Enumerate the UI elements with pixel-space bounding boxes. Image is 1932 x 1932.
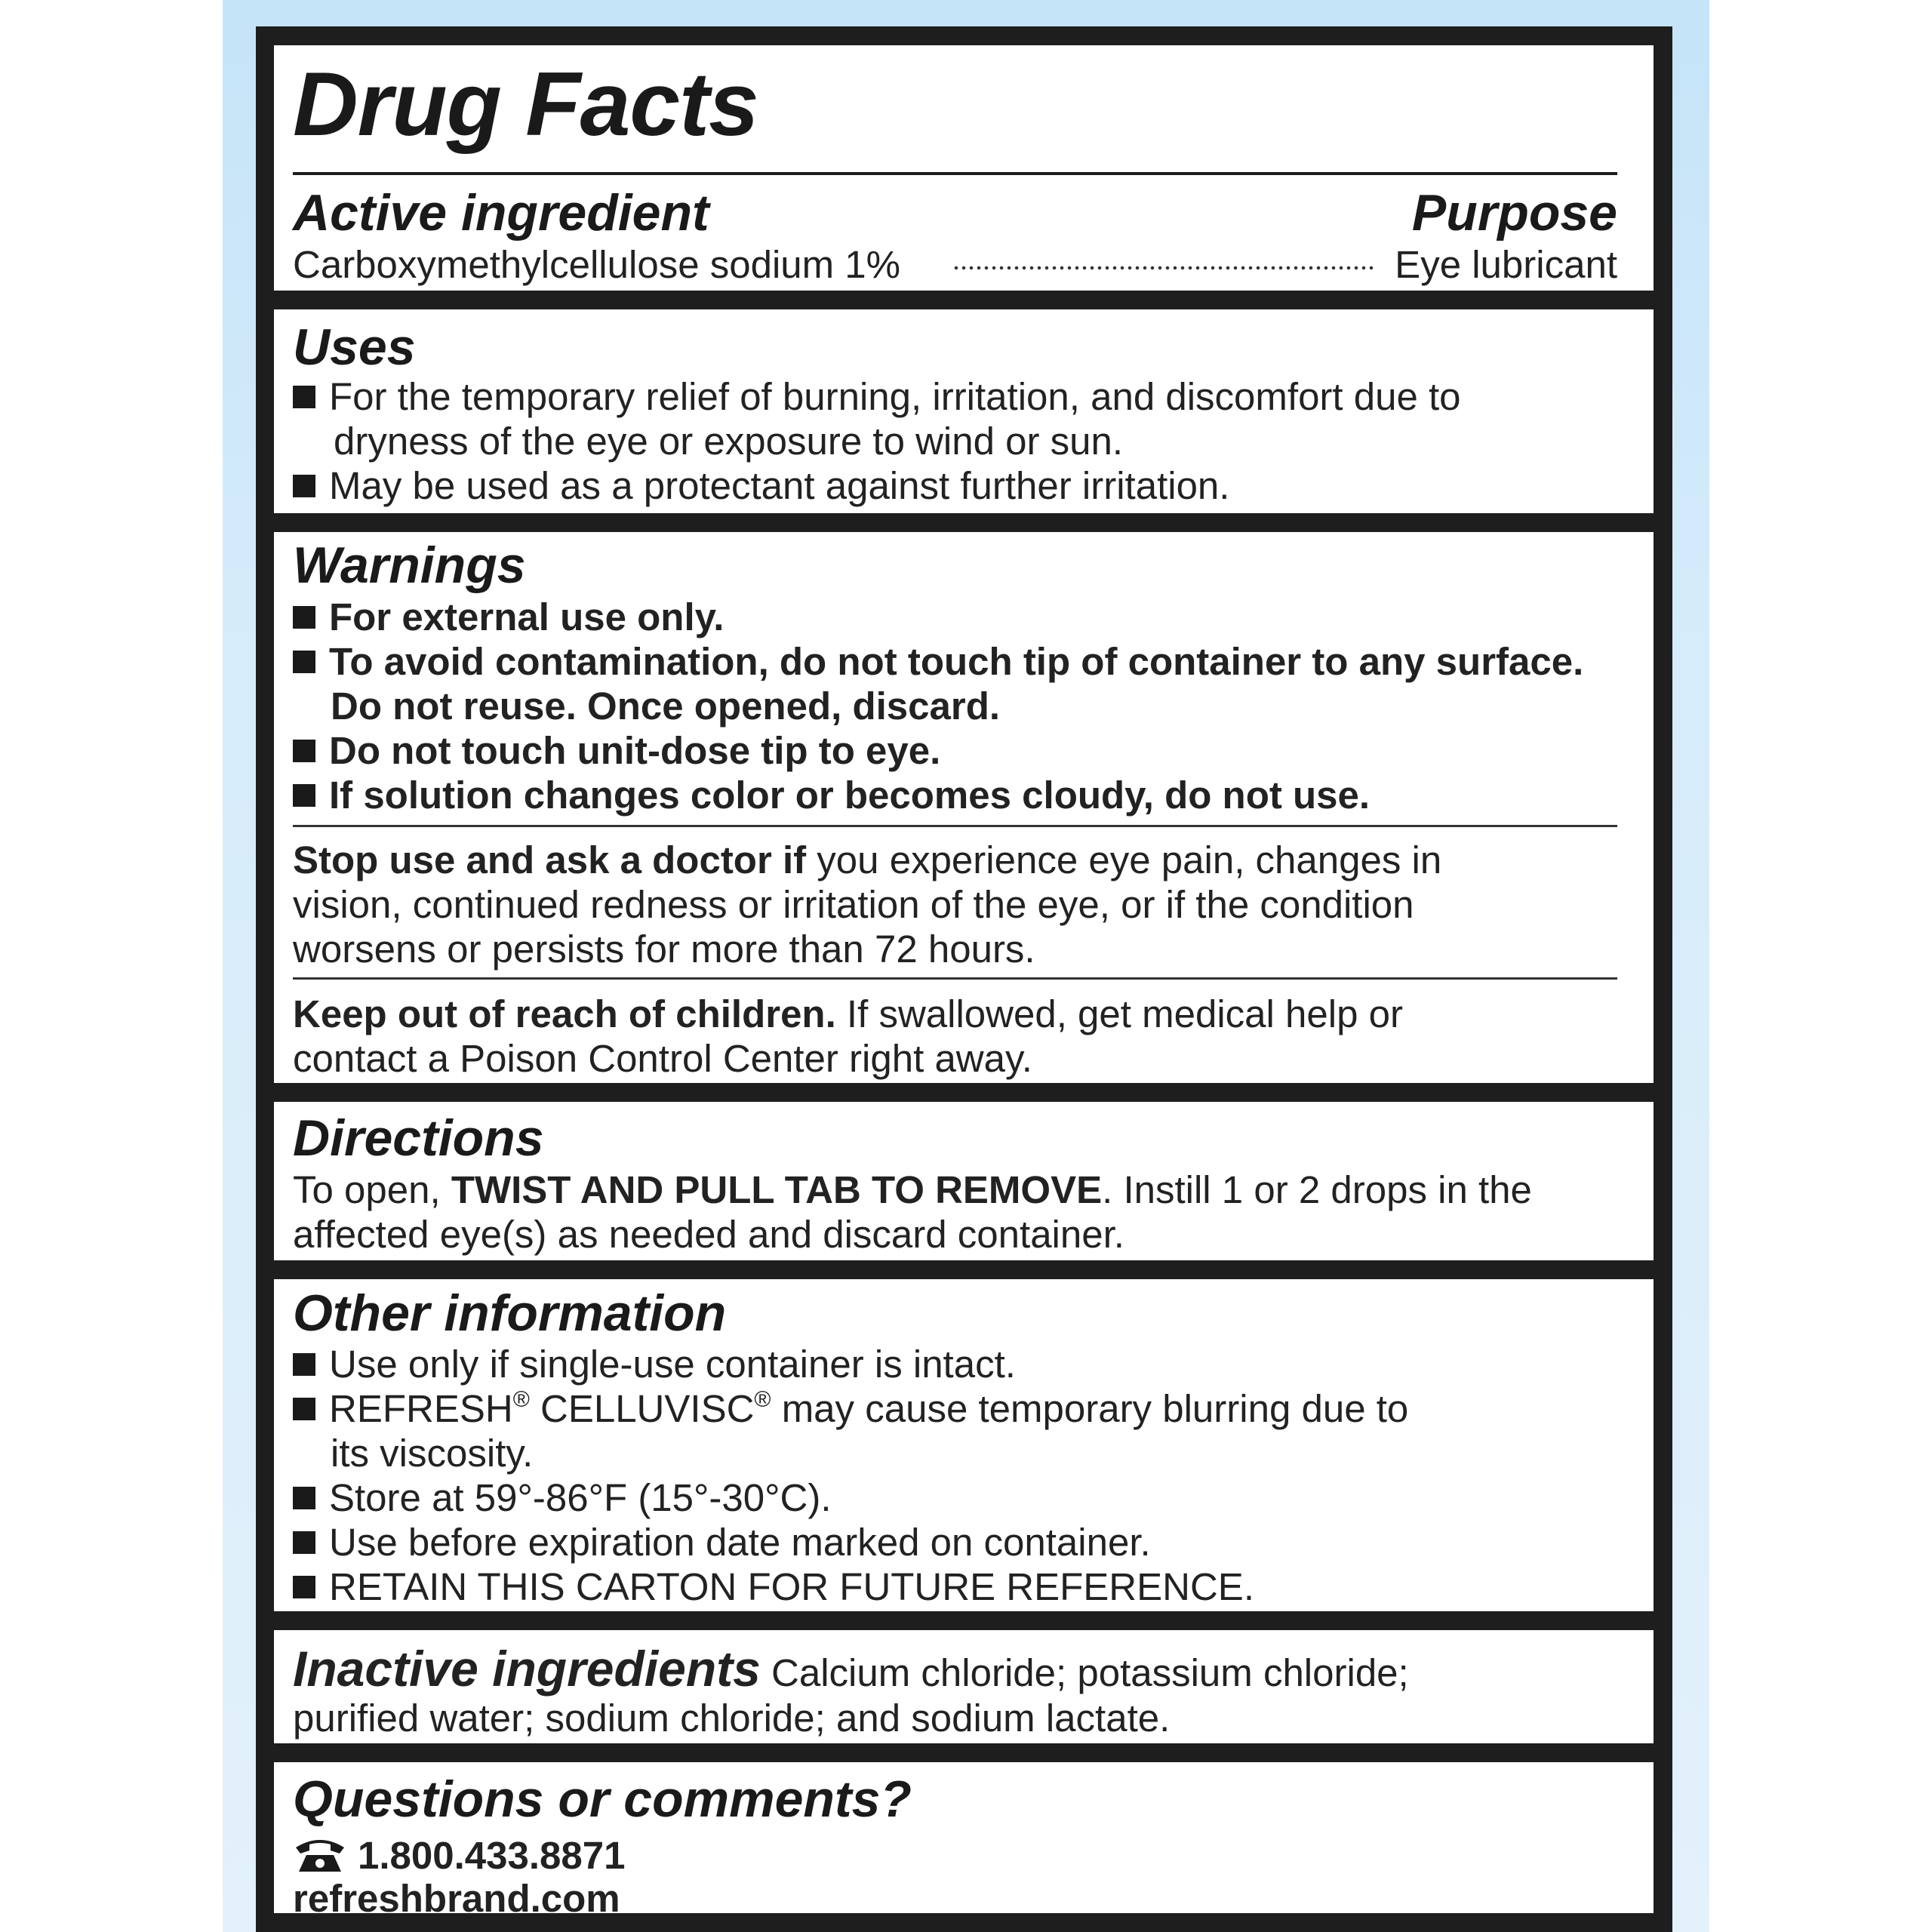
website-link[interactable]: refreshbrand.com [293, 1877, 620, 1920]
bullet-icon [293, 386, 315, 408]
brand-refresh: REFRESH [329, 1387, 513, 1430]
other-info-item [293, 1567, 1254, 1606]
bullet-icon [293, 1398, 315, 1420]
warnings-divider [293, 825, 1617, 827]
stop-use-line: vision, continued redness or irritation of the eye, or if the condition [293, 883, 1414, 926]
other-info-item [293, 1521, 1151, 1564]
bullet-icon [293, 740, 315, 762]
other-info-item-text: RETAIN THIS CARTON FOR FUTURE REFERENCE. [329, 1565, 1254, 1608]
stop-use-line: you experience eye pain, changes in [806, 838, 1442, 881]
warning-item [293, 595, 724, 638]
directions-pre: To open, [293, 1168, 451, 1211]
active-ingredient-name: Carboxymethylcellulose sodium 1% [293, 243, 901, 286]
bullet-icon [293, 1487, 315, 1509]
bullet-icon [293, 606, 315, 629]
purpose-heading: Purpose [1411, 184, 1617, 242]
inactive-ingredients-line: purified water; sodium chloride; and sodium lactate. [293, 1697, 1171, 1740]
uses-item-continued: dryness of the eye or exposure to wind or sun. [334, 420, 1124, 463]
brand-celluvisc: CELLUVISC [529, 1387, 755, 1430]
phone-number[interactable]: 1.800.433.8871 [358, 1834, 626, 1877]
warnings-divider [293, 977, 1617, 980]
warning-item-text: For external use only. [329, 595, 724, 638]
phone-line [293, 1834, 626, 1879]
inactive-ingredients-heading: Inactive ingredients [293, 1641, 761, 1697]
stop-use-lead: Stop use and ask a doctor if [293, 838, 807, 881]
keep-out-lead: Keep out of reach of children. [293, 992, 836, 1035]
other-info-item-text: may cause temporary blurring due to [771, 1387, 1409, 1430]
telephone-icon [293, 1834, 347, 1879]
directions-heading: Directions [293, 1109, 544, 1167]
uses-item [293, 377, 1461, 416]
inactive-ingredients-line: Calcium chloride; potassium chloride; [760, 1651, 1409, 1694]
directions-line: affected eye(s) as needed and discard container. [293, 1213, 1124, 1256]
bullet-icon [293, 475, 315, 497]
bullet-icon [293, 651, 315, 673]
uses-item [293, 466, 1229, 505]
other-info-item-text: Use before expiration date marked on container. [329, 1521, 1151, 1564]
registered-mark: ® [754, 1387, 771, 1412]
other-info-item [293, 1343, 1016, 1386]
active-ingredient-purpose: Eye lubricant [1395, 243, 1617, 286]
directions-emphasis: TWIST AND PULL TAB TO REMOVE [451, 1168, 1103, 1211]
directions-post: . Instill 1 or 2 drops in the [1102, 1168, 1532, 1211]
title-divider [293, 172, 1617, 175]
directions-text [293, 1168, 1532, 1211]
uses-item-text: For the temporary relief of burning, irritation, and discomfort due to [329, 375, 1461, 418]
warning-item [293, 731, 940, 770]
warning-item-continued: Do not reuse. Once opened, discard. [331, 685, 1001, 728]
bullet-icon [293, 1531, 315, 1554]
bullet-icon [293, 1576, 315, 1598]
other-info-item [293, 1478, 832, 1517]
page-title: Drug Facts [293, 54, 758, 155]
warning-item-text: Do not touch unit-dose tip to eye. [329, 729, 941, 772]
bullet-icon [293, 784, 315, 807]
questions-heading: Questions or comments? [293, 1770, 912, 1828]
bullet-icon [293, 1353, 315, 1376]
uses-item-text: May be used as a protectant against further irritation. [329, 464, 1230, 507]
registered-mark: ® [512, 1387, 530, 1412]
other-info-item [293, 1389, 1408, 1428]
inactive-ingredients [293, 1641, 1409, 1697]
warning-item [293, 642, 1583, 681]
keep-out-line: contact a Poison Control Center right away. [293, 1037, 1032, 1080]
other-info-item-text: Use only if single-use container is intact. [329, 1343, 1016, 1386]
keep-out-line: If swallowed, get medical help or [835, 992, 1403, 1035]
other-info-item-text: Store at 59°-86°F (15°-30°C). [329, 1476, 832, 1519]
other-information-heading: Other information [293, 1284, 727, 1342]
leader-dots [952, 266, 1375, 270]
keep-out-text [293, 992, 1403, 1035]
stop-use-line: worsens or persists for more than 72 hours. [293, 928, 1035, 971]
stop-use-text [293, 838, 1442, 881]
active-ingredient-heading: Active ingredient [293, 184, 709, 242]
warnings-heading: Warnings [293, 537, 526, 594]
warning-item-text: If solution changes color or becomes cloudy, do not use. [329, 774, 1371, 817]
uses-heading: Uses [293, 318, 416, 376]
other-info-item-continued: its viscosity. [331, 1432, 534, 1475]
warning-item [293, 774, 1371, 817]
warning-item-text: To avoid contamination, do not touch tip of container to any surface. [329, 640, 1584, 683]
